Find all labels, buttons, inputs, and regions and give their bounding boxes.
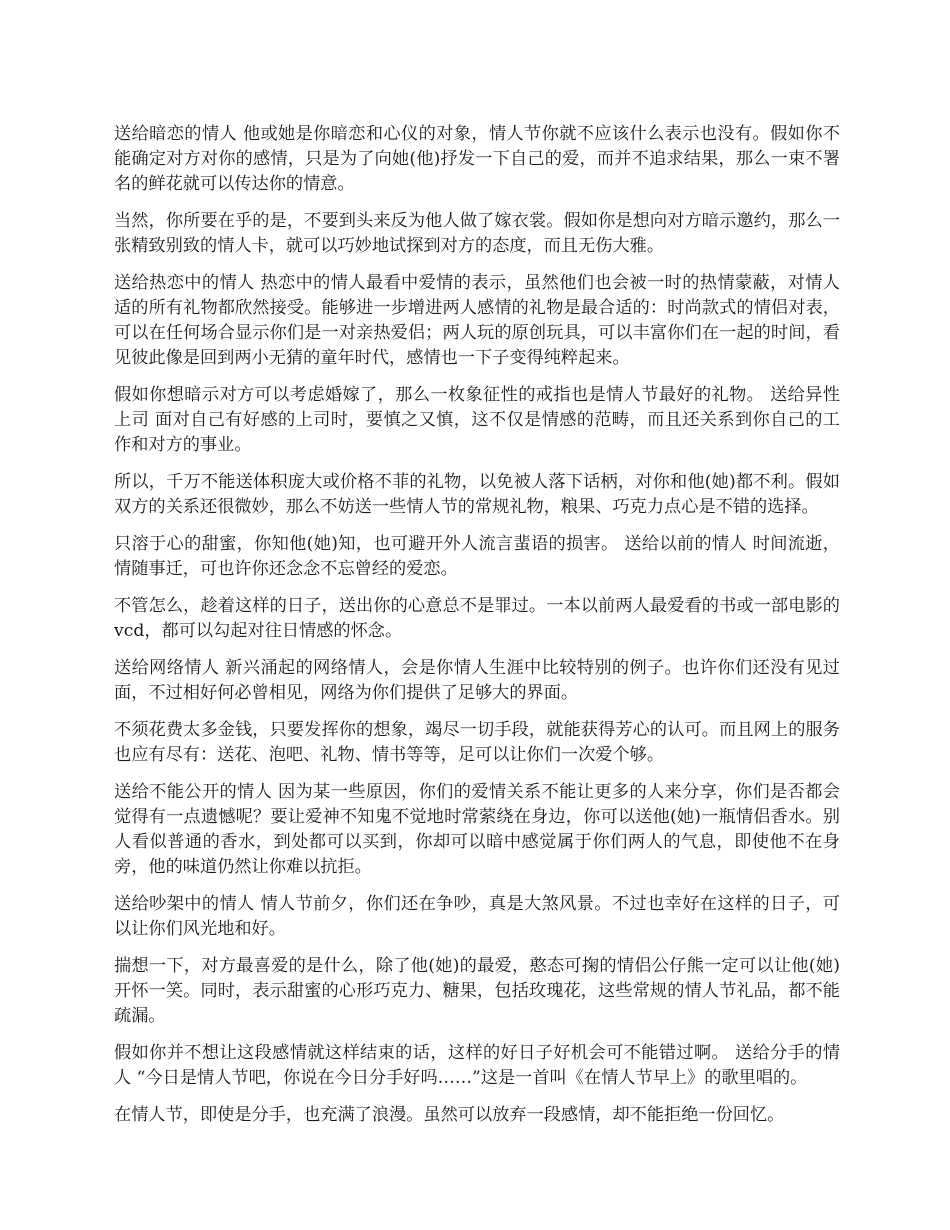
paragraph: 送给吵架中的情人 情人节前夕，你们还在争吵，真是大煞风景。不过也幸好在这样的日子，可以让你们风光地和好。 (114, 894, 840, 939)
paragraph: 只溶于心的甜蜜，你知他(她)知，也可避开外人流言蜚语的损害。 送给以前的情人 时间流逝，情随事迁，可也许你还念念不忘曾经的爱恋。 (114, 534, 840, 579)
paragraph: 假如你并不想让这段感情就这样结束的话，这样的好日子好机会可不能错过啊。 送给分手的情人 “今日是情人节吧，你说在今日分手好吗……”这是一首叫《在情人节早上》的歌里唱的。 (114, 1043, 840, 1088)
paragraph: 所以，千万不能送体积庞大或价格不菲的礼物，以免被人落下话柄，对你和他(她)都不利。假如双方的关系还很微妙，那么不妨送一些情人节的常规礼物，粮果、巧克力点心是不错的选择。 (114, 472, 840, 517)
paragraph: 送给暗恋的情人 他或她是你暗恋和心仪的对象，情人节你就不应该什么表示也没有。假如你不能确定对方对你的感情，只是为了向她(他)抒发一下自己的爱，而并不追求结果，那么一束不署名的鲜花就可以传达你的情意。 (114, 124, 840, 194)
paragraph: 假如你想暗示对方可以考虑婚嫁了，那么一枚象征性的戒指也是情人节最好的礼物。 送给异性上司 面对自己有好感的上司时，要慎之又慎，这不仅是情感的范畴，而且还关系到你自己的工作和对方的事业。 (114, 385, 840, 455)
paragraph: 揣想一下，对方最喜爱的是什么，除了他(她)的最爱，憨态可掬的情侣公仔熊一定可以让他(她)开怀一笑。同时，表示甜蜜的心形巧克力、糖果，包括玫瑰花，这些常规的情人节礼品，都不能疏漏。 (114, 956, 840, 1026)
paragraph: 不须花费太多金钱，只要发挥你的想象，竭尽一切手段，就能获得芳心的认可。而且网上的服务也应有尽有：送花、泡吧、礼物、情书等等，足可以让你们一次爱个够。 (114, 720, 840, 765)
paragraph: 不管怎么，趁着这样的日子，送出你的心意总不是罪过。一本以前两人最爱看的书或一部电影的 vcd，都可以勾起对往日情感的怀念。 (114, 596, 840, 641)
paragraph: 送给网络情人 新兴涌起的网络情人，会是你情人生涯中比较特别的例子。也许你们还没有见过面，不过相好何必曾相见，网络为你们提供了足够大的界面。 (114, 658, 840, 703)
paragraph: 在情人节，即使是分手，也充满了浪漫。虽然可以放弃一段感情，却不能拒绝一份回忆。 (114, 1105, 785, 1125)
paragraph: 当然，你所要在乎的是，不要到头来反为他人做了嫁衣裳。假如你是想向对方暗示邀约，那么一张精致别致的情人卡，就可以巧妙地试探到对方的态度，而且无伤大雅。 (114, 211, 840, 256)
paragraph: 送给热恋中的情人 热恋中的情人最看中爱情的表示，虽然他们也会被一时的热情蒙蔽，对情人适的所有礼物都欣然接受。能够进一步增进两人感情的礼物是最合适的：时尚款式的情侣对表，可以在任何场合显示你们是一对亲热爱侣；两人玩的原创玩具，可以丰富你们在一起的时间，看见彼此像是回到两小无猜的童年时代，感情也一下子变得纯粹起来。 (114, 273, 840, 368)
paragraph: 送给不能公开的情人 因为某一些原因，你们的爱情关系不能让更多的人来分享，你们是否都会觉得有一点遗憾呢？要让爱神不知鬼不觉地时常萦绕在身边，你可以送他(她)一瓶情侣香水。别人看似普通的香水，到处都可以买到，你却可以暗中感觉属于你们两人的气息，即使他不在身旁，他的味道仍然让你难以抗拒。 (114, 782, 840, 877)
document-page (114, 122, 840, 1140)
